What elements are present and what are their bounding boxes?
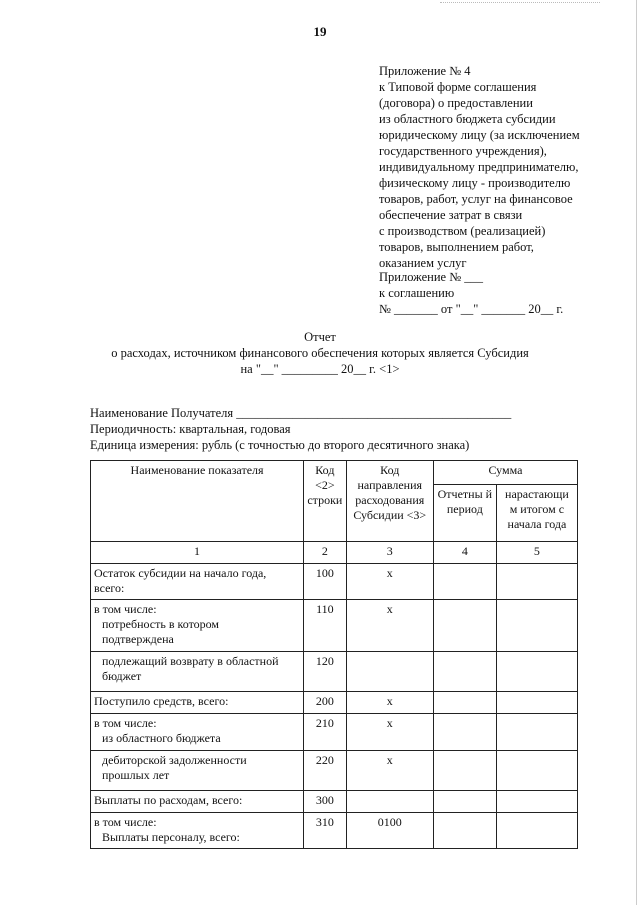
- row-code: 300: [304, 791, 347, 813]
- appendix-line: (договора) о предоставлении: [379, 96, 533, 110]
- row-direction: x: [346, 692, 433, 714]
- row-period: [433, 813, 496, 849]
- scan-edge: [636, 0, 637, 905]
- row-label: подтверждена: [102, 632, 174, 646]
- appendix-line: товаров, выполнением работ,: [379, 240, 534, 254]
- agreement-line: к соглашению: [379, 286, 455, 300]
- row-cumulative: [496, 652, 577, 692]
- col-number: 4: [433, 542, 496, 564]
- row-direction: x: [346, 751, 433, 791]
- scan-artifact: [440, 2, 600, 6]
- table-row: [91, 652, 578, 692]
- row-cumulative: [496, 600, 577, 652]
- row-direction: [346, 791, 433, 813]
- row-period: [433, 751, 496, 791]
- appendix-line: государственного учреждения),: [379, 144, 547, 158]
- col-number: 2: [304, 542, 347, 564]
- report-title: [0, 329, 640, 377]
- row-label: потребность в котором: [102, 617, 220, 631]
- row-code: 200: [304, 692, 347, 714]
- row-period: [433, 791, 496, 813]
- appendix-header: [379, 63, 629, 271]
- header-cumulative: нарастающи м итогом с начала года: [496, 485, 577, 542]
- row-code: 100: [304, 564, 347, 600]
- row-period: [433, 692, 496, 714]
- table-row: [91, 813, 578, 849]
- row-label: Поступило средств, всего:: [94, 694, 229, 708]
- report-title-line: о расходах, источником финансового обеспечения которых является Субсидия: [111, 346, 529, 360]
- header-code-row: Код <2> строки: [304, 461, 347, 542]
- row-label: прошлых лет: [102, 768, 170, 782]
- row-label: бюджет: [102, 669, 142, 683]
- row-label: в том числе:: [94, 716, 157, 730]
- row-period: [433, 714, 496, 751]
- table-row: [91, 714, 578, 751]
- row-label: дебиторской задолженности: [102, 753, 247, 767]
- appendix-line: Приложение № 4: [379, 64, 471, 78]
- page-number: 19: [313, 24, 327, 39]
- agreement-line: № _______ от "__" _______ 20__ г.: [379, 302, 564, 316]
- table-row: [91, 751, 578, 791]
- table-row: [91, 791, 578, 813]
- header-period: Отчетны й период: [433, 485, 496, 542]
- row-code: 310: [304, 813, 347, 849]
- row-cumulative: [496, 564, 577, 600]
- table-row: [91, 600, 578, 652]
- row-direction: x: [346, 714, 433, 751]
- row-label: Выплаты по расходам, всего:: [94, 793, 243, 807]
- row-code: 210: [304, 714, 347, 751]
- appendix-line: из областного бюджета субсидии: [379, 112, 556, 126]
- appendix-line: индивидуальному предпринимателю,: [379, 160, 579, 174]
- col-number: 1: [91, 542, 304, 564]
- header-name: Наименование показателя: [91, 461, 304, 542]
- row-label: из областного бюджета: [102, 731, 221, 745]
- row-code: 120: [304, 652, 347, 692]
- col-number: 3: [346, 542, 433, 564]
- row-direction: [346, 652, 433, 692]
- periodicity: Периодичность: квартальная, годовая: [90, 422, 291, 436]
- row-code: 110: [304, 600, 347, 652]
- row-label: всего:: [94, 581, 125, 595]
- agreement-appendix: [379, 269, 629, 317]
- report-title-line: Отчет: [304, 330, 336, 344]
- report-table: [90, 460, 578, 849]
- appendix-line: юридическому лицу (за исключением: [379, 128, 580, 142]
- row-label: Остаток субсидии на начало года,: [94, 566, 267, 580]
- row-direction: x: [346, 564, 433, 600]
- appendix-line: оказанием услуг: [379, 256, 467, 270]
- col-number: 5: [496, 542, 577, 564]
- appendix-line: обеспечение затрат в связи: [379, 208, 523, 222]
- row-direction: x: [346, 600, 433, 652]
- appendix-line: к Типовой форме соглашения: [379, 80, 537, 94]
- appendix-line: товаров, работ, услуг на финансовое: [379, 192, 573, 206]
- row-cumulative: [496, 692, 577, 714]
- header-sum: Сумма: [433, 461, 577, 485]
- row-period: [433, 564, 496, 600]
- row-period: [433, 652, 496, 692]
- table-row: [91, 564, 578, 600]
- report-title-line: на "__" _________ 20__ г. <1>: [240, 362, 400, 376]
- row-period: [433, 600, 496, 652]
- row-label: в том числе:: [94, 815, 157, 829]
- row-label: подлежащий возврату в областной: [102, 654, 279, 668]
- row-label: Выплаты персоналу, всего:: [102, 830, 240, 844]
- header-code-direction: Код направления расходования Субсидии <3>: [346, 461, 433, 542]
- row-cumulative: [496, 714, 577, 751]
- row-label: в том числе:: [94, 602, 157, 616]
- unit-of-measure: Единица измерения: рубль (с точностью до второго десятичного знака): [90, 438, 470, 452]
- row-cumulative: [496, 751, 577, 791]
- row-cumulative: [496, 813, 577, 849]
- agreement-line: Приложение № ___: [379, 270, 484, 284]
- report-meta: [90, 405, 610, 453]
- row-cumulative: [496, 791, 577, 813]
- recipient-name: Наименование Получателя ____________________________________________: [90, 406, 512, 420]
- row-code: 220: [304, 751, 347, 791]
- row-direction: 0100: [346, 813, 433, 849]
- table-row: [91, 692, 578, 714]
- appendix-line: с производством (реализацией): [379, 224, 546, 238]
- appendix-line: физическому лицу - производителю: [379, 176, 571, 190]
